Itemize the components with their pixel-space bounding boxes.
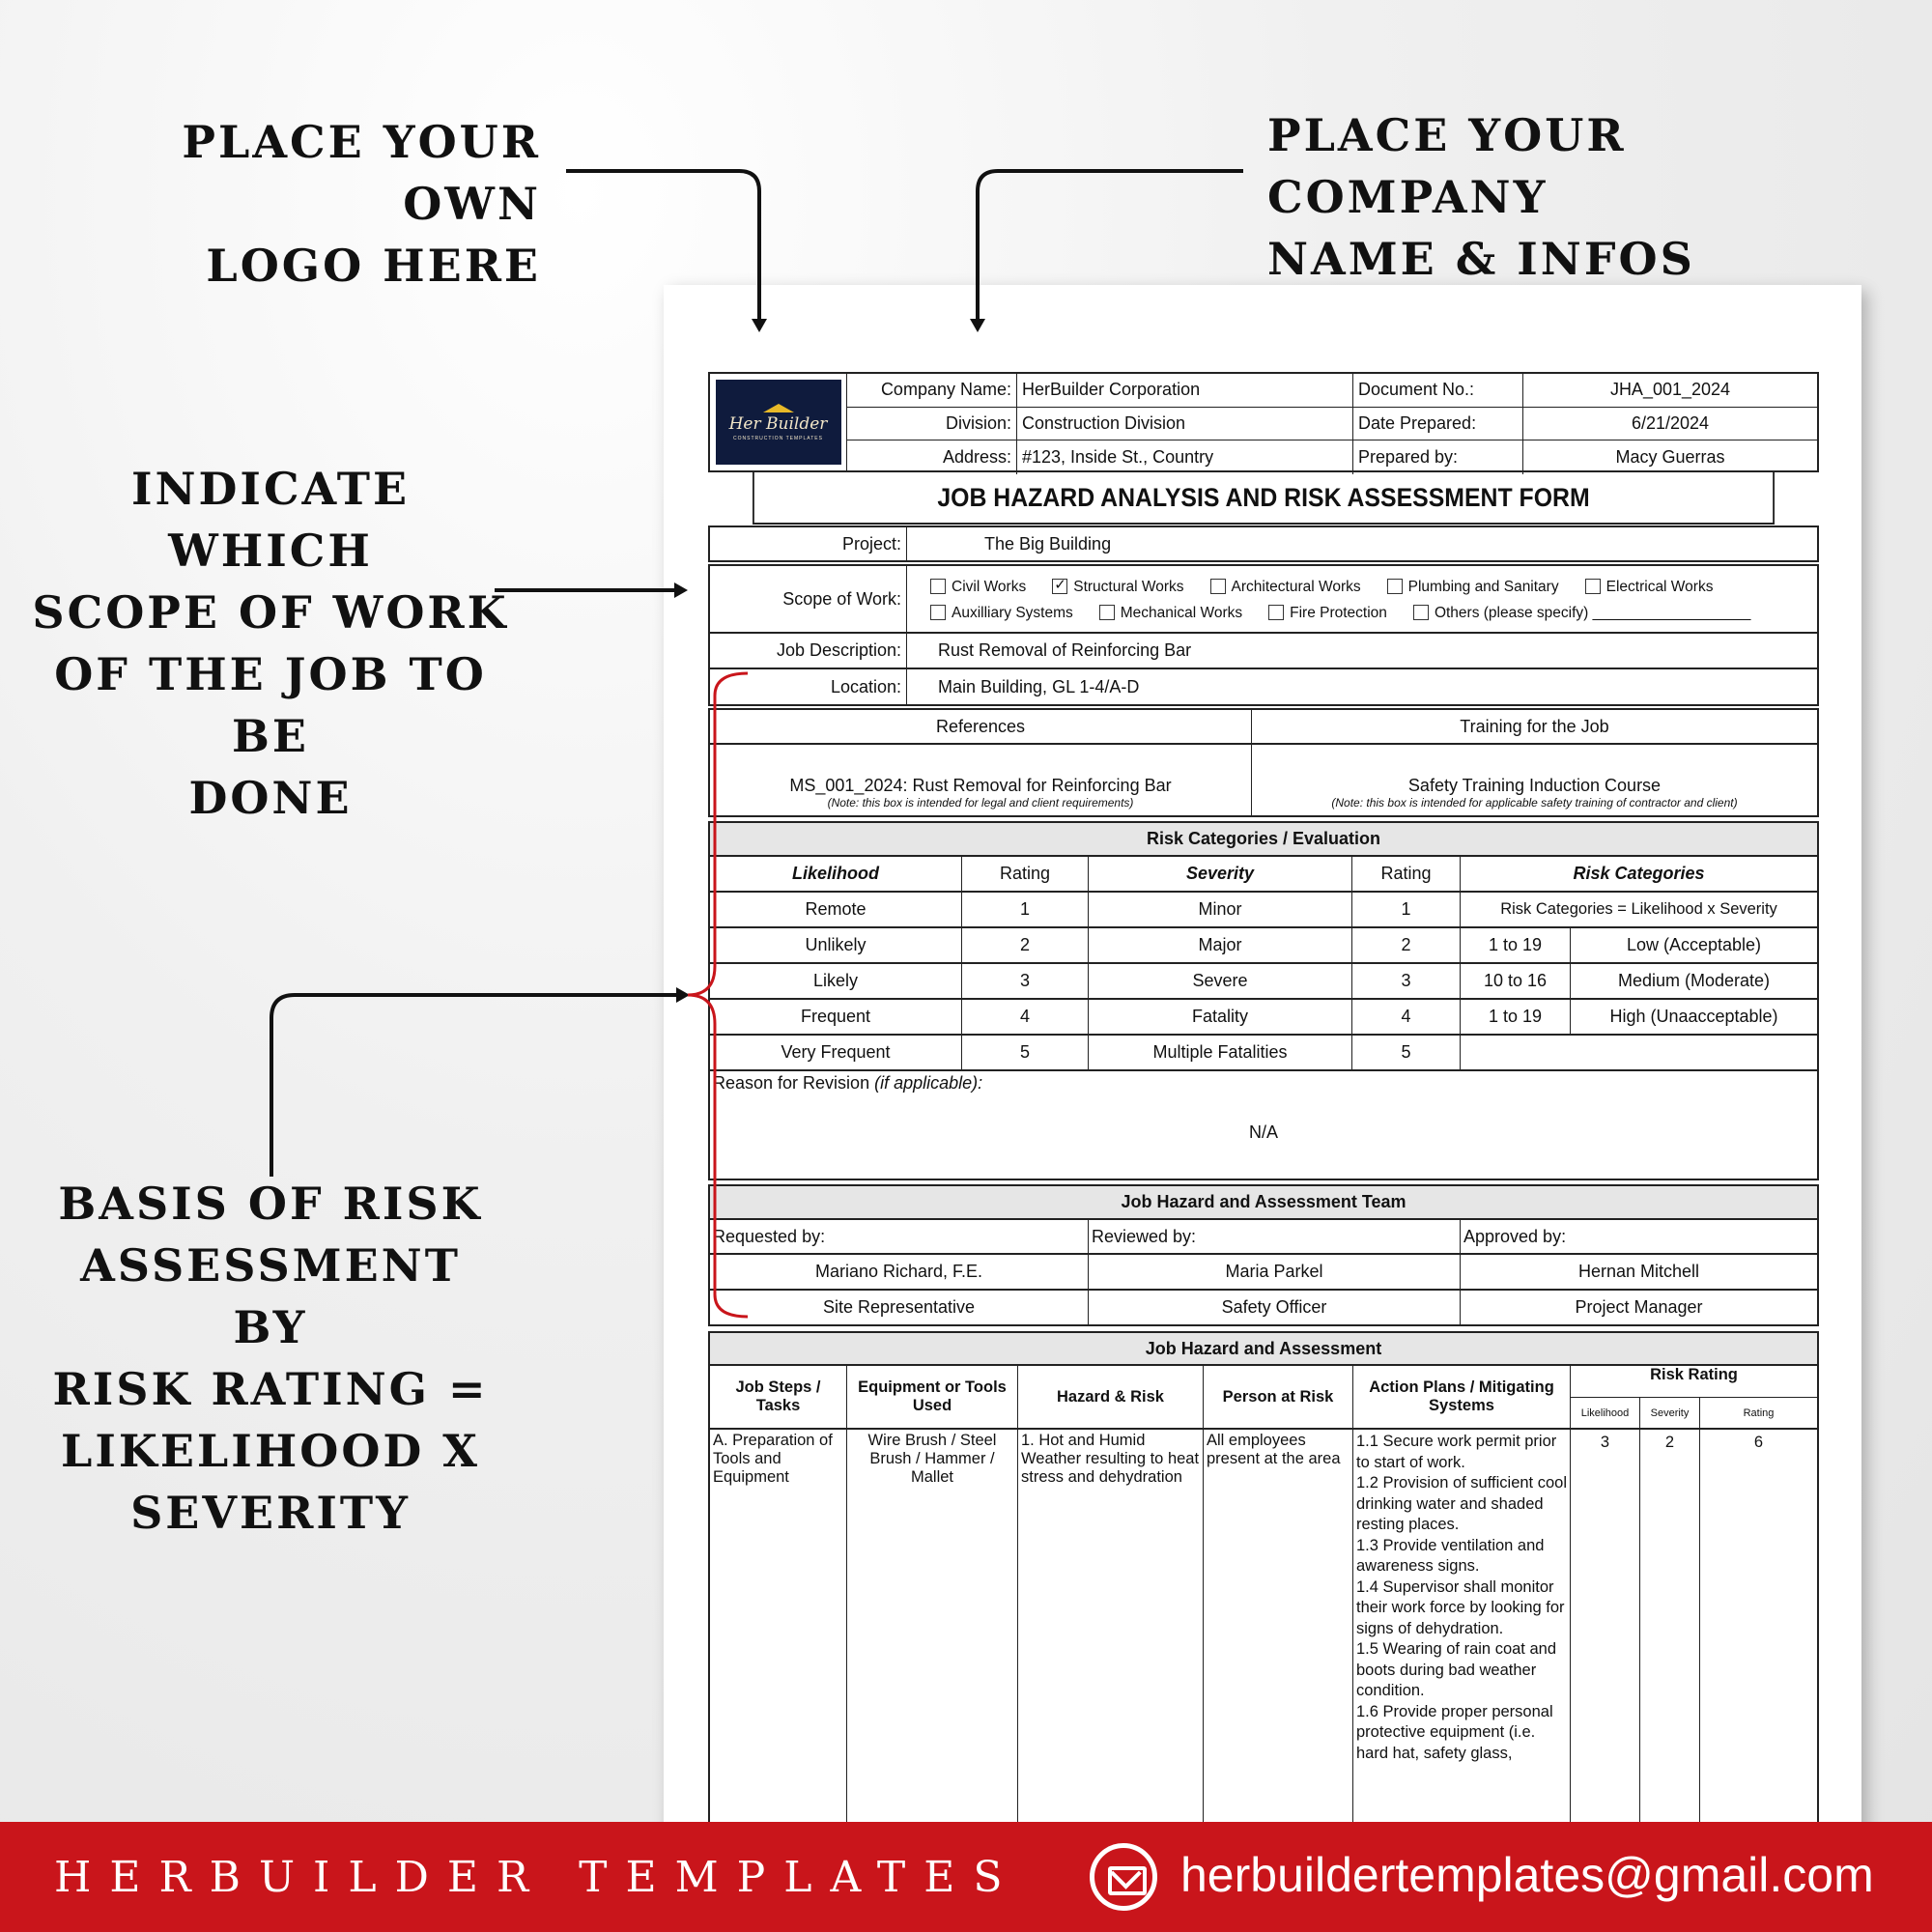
risk-row-3 — [708, 964, 1819, 1000]
reviewed-by-name[interactable]: Maria Parkel — [1089, 1255, 1461, 1289]
approved-by-label: Approved by: — [1463, 1226, 1567, 1246]
date-prepared-value[interactable]: 6/21/2024 — [1523, 408, 1817, 441]
category-range: 1 to 19 — [1461, 1000, 1571, 1034]
architectural-checkbox[interactable] — [1210, 579, 1226, 594]
callout-scope: INDICATE WHICH SCOPE OF WORK OF THE JOB TO BE DONE — [32, 463, 509, 824]
risk-row-2 — [708, 928, 1819, 964]
contact-email[interactable]: herbuildertemplates@gmail.com — [1180, 1848, 1874, 1902]
team-labels-row — [708, 1220, 1819, 1255]
severity-rating-cell: 5 — [1352, 1036, 1461, 1069]
training-value[interactable]: Safety Training Induction Course — [1407, 776, 1662, 795]
jha-severity-header: Severity — [1640, 1398, 1700, 1428]
reviewed-by-label: Reviewed by: — [1089, 1220, 1461, 1253]
roof-icon — [763, 404, 794, 412]
company-name-label: Company Name: — [847, 374, 1017, 408]
job-description-value[interactable]: Rust Removal of Reinforcing Bar — [938, 640, 1192, 660]
project-value[interactable]: The Big Building — [984, 533, 1112, 554]
likelihood-cell: Likely — [710, 964, 962, 998]
risk-row-5 — [708, 1036, 1819, 1071]
scope-electrical[interactable]: Electrical Works — [1585, 579, 1714, 595]
risk-cols-row — [708, 857, 1819, 893]
footer-bar — [0, 1822, 1932, 1932]
risk-rating-header: Risk Rating — [1571, 1366, 1817, 1398]
person-header: Person at Risk — [1204, 1366, 1353, 1428]
basis-arrow — [271, 995, 676, 1177]
likelihood-cell: Frequent — [710, 1000, 962, 1034]
logo-box — [710, 374, 847, 470]
references-row — [708, 745, 1819, 817]
team-header: Job Hazard and Assessment Team — [708, 1184, 1819, 1220]
scope-plumbing[interactable]: Plumbing and Sanitary — [1387, 579, 1559, 595]
severity-rating-cell: 2 — [1352, 928, 1461, 962]
risk-row-1 — [708, 893, 1819, 928]
likelihood-cell: Very Frequent — [710, 1036, 962, 1069]
likelihood-header: Likelihood — [710, 857, 962, 891]
header-fields — [847, 374, 1817, 470]
scope-architectural[interactable]: Architectural Works — [1210, 579, 1361, 595]
project-label: Project: — [710, 527, 907, 560]
callout-logo: PLACE YOUR OWN LOGO HERE — [182, 116, 541, 292]
auxilliary-checkbox[interactable] — [930, 605, 946, 620]
hazard-header: Hazard & Risk — [1018, 1366, 1204, 1428]
severity-header: Severity — [1089, 857, 1352, 891]
equipment-header: Equipment or Tools Used — [847, 1366, 1018, 1428]
scope-structural[interactable]: ✓ Structural Works — [1052, 579, 1183, 595]
likelihood-rating-cell: 2 — [962, 928, 1089, 962]
category-label: High (Unaacceptable) — [1609, 1007, 1778, 1026]
severity-cell: Fatality — [1089, 1000, 1352, 1034]
revision-label: Reason for Revision (if applicable): — [713, 1073, 983, 1093]
team-names-row — [708, 1255, 1819, 1291]
brand-name: HERBUILDER TEMPLATES — [54, 1852, 1021, 1902]
references-note: (Note: this box is intended for legal and client requirements) — [827, 796, 1134, 810]
prepared-by-value[interactable]: Macy Guerras — [1615, 446, 1725, 467]
job-description-label: Job Description: — [710, 634, 907, 668]
training-header: Training for the Job — [1460, 716, 1609, 736]
likelihood-rating-cell: 1 — [962, 893, 1089, 926]
scope-label: Scope of Work: — [710, 566, 907, 632]
severity-cell: Severe — [1089, 964, 1352, 998]
jha-rating-header: Rating — [1743, 1406, 1775, 1419]
document-no-label: Document No.: — [1353, 374, 1523, 408]
references-header-row — [708, 708, 1819, 745]
references-value[interactable]: MS_001_2024: Rust Removal for Reinforcing Bar — [789, 776, 1172, 795]
scope-others[interactable]: Others (please specify) ___________________ — [1413, 605, 1750, 621]
scope-auxilliary[interactable]: Auxilliary Systems — [930, 605, 1073, 621]
severity-cell: Minor — [1089, 893, 1352, 926]
requested-by-name[interactable]: Mariano Richard, F.E. — [710, 1255, 1089, 1289]
form-title: JOB HAZARD ANALYSIS AND RISK ASSESSMENT FORM — [753, 472, 1775, 525]
location-label: Location: — [710, 669, 907, 704]
division-value[interactable]: Construction Division — [1017, 408, 1353, 441]
others-checkbox[interactable] — [1413, 605, 1429, 620]
likelihood-cell: Unlikely — [710, 928, 962, 962]
jha-severity-cell[interactable]: 2 — [1640, 1430, 1700, 1833]
severity-rating-cell: 1 — [1352, 893, 1461, 926]
risk-eval-header: Risk Categories / Evaluation — [708, 821, 1819, 857]
categories-header: Risk Categories — [1573, 864, 1705, 883]
training-note: (Note: this box is intended for applicable safety training of contractor and client) — [1331, 796, 1738, 810]
scope-options — [907, 566, 1817, 632]
severity-rating-cell: 3 — [1352, 964, 1461, 998]
job-description-row — [708, 634, 1819, 669]
references-header: References — [710, 710, 1252, 743]
approved-by-name[interactable]: Hernan Mitchell — [1577, 1262, 1700, 1281]
date-prepared-label: Date Prepared: — [1353, 408, 1523, 441]
severity-cell: Multiple Fatalities — [1089, 1036, 1352, 1069]
requested-by-role: Site Representative — [710, 1291, 1089, 1324]
scope-mechanical[interactable]: Mechanical Works — [1099, 605, 1242, 621]
risk-formula: Risk Categories = Likelihood x Severity — [1500, 900, 1777, 918]
jha-form — [708, 372, 1819, 1835]
empty-category-cell — [1461, 1036, 1817, 1069]
fire-checkbox[interactable] — [1268, 605, 1284, 620]
team-roles-row — [708, 1291, 1819, 1326]
division-label: Division: — [847, 408, 1017, 441]
likelihood-rating-cell: 5 — [962, 1036, 1089, 1069]
risk-row-4 — [708, 1000, 1819, 1036]
severity-cell: Major — [1089, 928, 1352, 962]
mail-icon[interactable] — [1090, 1843, 1157, 1911]
address-label: Address: — [847, 440, 1017, 474]
project-row — [708, 526, 1819, 562]
plumbing-checkbox[interactable] — [1387, 579, 1403, 594]
jha-steps-cell[interactable]: A. Preparation of Tools and Equipment — [710, 1430, 847, 1833]
jha-hazard-cell[interactable]: 1. Hot and Humid Weather resulting to heat stress and dehydration — [1018, 1430, 1204, 1833]
structural-checkbox[interactable] — [1052, 579, 1067, 594]
jha-rating-cell[interactable]: 6 — [1753, 1434, 1764, 1451]
jha-actions-cell[interactable]: 1.1 Secure work permit prior to start of work. 1.2 Provision of sufficient cool drinking water and shaded resting places. 1.3 Provide ventilation and awareness signs. 1.4 Supervisor shall monitor their work force by looking for signs of dehydration. 1.5 Wearing of rain coat and boots during bad weather condition. 1.6 Provide proper personal protective equipment (i.e. hard hat, safety glass, — [1353, 1430, 1571, 1833]
revision-row — [708, 1071, 1819, 1180]
category-range: 10 to 16 — [1461, 964, 1571, 998]
company-name-value[interactable]: HerBuilder Corporation — [1017, 374, 1353, 408]
mechanical-checkbox[interactable] — [1099, 605, 1115, 620]
references-cell — [710, 745, 1252, 815]
jha-likelihood-header: Likelihood — [1571, 1398, 1640, 1428]
category-label: Low (Acceptable) — [1626, 935, 1762, 954]
category-range: 1 to 19 — [1461, 928, 1571, 962]
document-no-value[interactable]: JHA_001_2024 — [1523, 374, 1817, 408]
likelihood-rating-cell: 3 — [962, 964, 1089, 998]
approved-by-role: Project Manager — [1575, 1297, 1703, 1317]
jha-header: Job Hazard and Assessment — [708, 1331, 1819, 1366]
category-label: Medium (Moderate) — [1617, 971, 1771, 990]
rating2-header: Rating — [1352, 857, 1461, 891]
callout-basis: BASIS OF RISK ASSESSMENT BY RISK RATING = LIKELIHOOD X SEVERITY — [52, 1178, 489, 1539]
rating-header: Rating — [962, 857, 1089, 891]
callout-company: PLACE YOUR COMPANY NAME & INFOS — [1267, 109, 1695, 285]
jha-person-cell[interactable]: All employees present at the area — [1204, 1430, 1353, 1833]
training-cell — [1252, 745, 1817, 815]
location-row — [708, 669, 1819, 706]
likelihood-rating-cell: 4 — [962, 1000, 1089, 1034]
location-value[interactable]: Main Building, GL 1-4/A-D — [938, 676, 1140, 696]
prepared-by-label: Prepared by: — [1353, 440, 1523, 474]
requested-by-label: Requested by: — [710, 1220, 1089, 1253]
scope-row — [708, 564, 1819, 634]
electrical-checkbox[interactable] — [1585, 579, 1601, 594]
jha-cols-row — [708, 1366, 1819, 1430]
jha-equipment-cell[interactable]: Wire Brush / Steel Brush / Hammer / Mallet — [847, 1430, 1018, 1833]
jha-likelihood-cell[interactable]: 3 — [1571, 1430, 1640, 1833]
address-value[interactable]: #123, Inside St., Country — [1017, 440, 1353, 474]
action-header: Action Plans / Mitigating Systems — [1353, 1366, 1571, 1428]
reviewed-by-role: Safety Officer — [1089, 1291, 1461, 1324]
form-header — [708, 372, 1819, 472]
steps-header: Job Steps / Tasks — [710, 1366, 847, 1428]
risk-rating-header-group — [1571, 1366, 1817, 1428]
jha-row — [708, 1430, 1819, 1835]
severity-rating-cell: 4 — [1352, 1000, 1461, 1034]
likelihood-cell: Remote — [710, 893, 962, 926]
company-logo: Her Builder CONSTRUCTION TEMPLATES — [716, 380, 841, 465]
civil-checkbox[interactable] — [930, 579, 946, 594]
scope-fire[interactable]: Fire Protection — [1268, 605, 1387, 621]
scope-civil[interactable]: Civil Works — [930, 579, 1026, 595]
revision-value[interactable]: N/A — [1248, 1122, 1278, 1142]
